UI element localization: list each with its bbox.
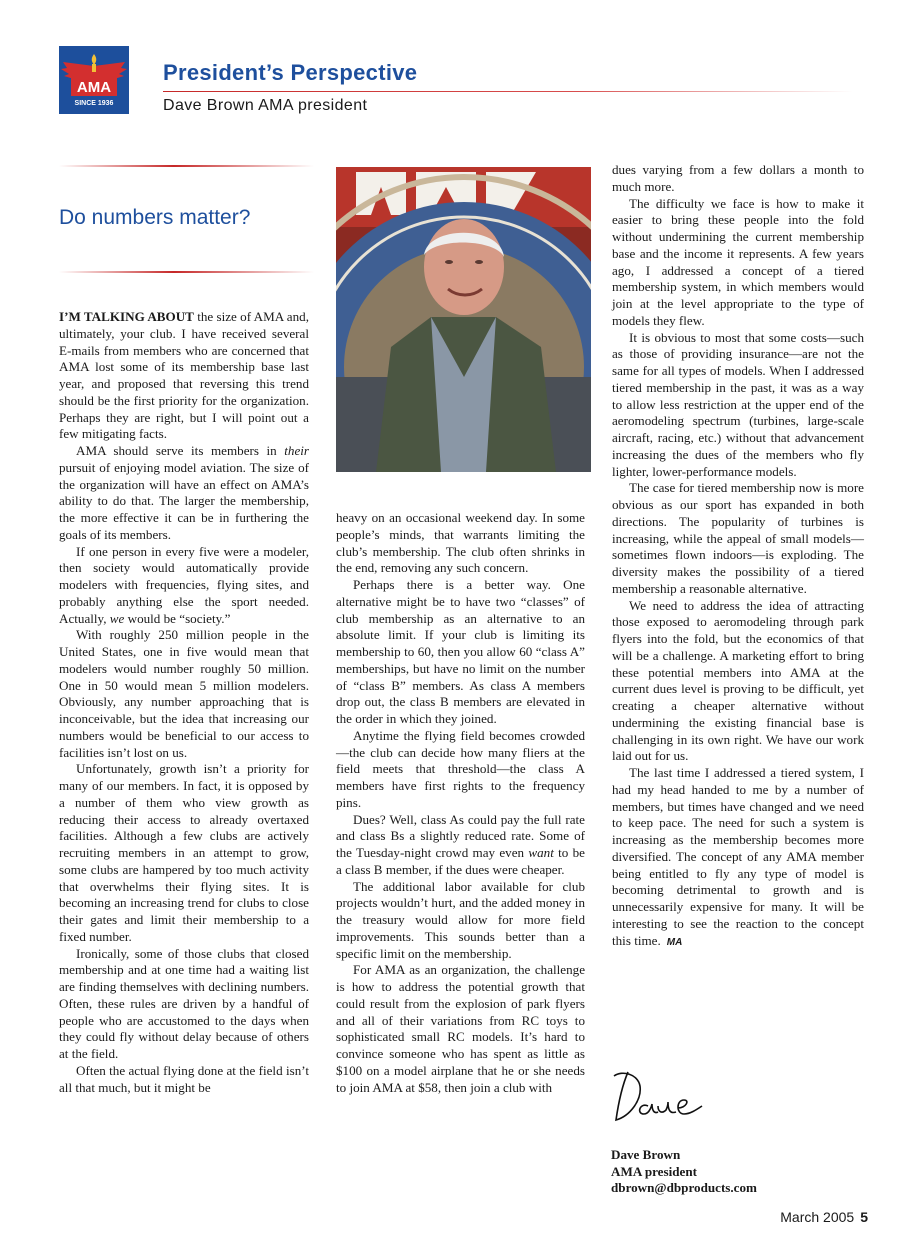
article-headline: Do numbers matter?: [59, 206, 251, 229]
author-email[interactable]: dbrown@dbproducts.com: [611, 1180, 757, 1195]
paragraph: With roughly 250 million people in the United States, one in five would mean that modelers would number roughly 50 million. One in 50 would mean 5 million modelers. Obviously, any number approaching that is inconceivable, but the idea that increasing our numbers would be beneficial to our access to facilities isn’t lost on us.: [59, 627, 309, 760]
section-title: President’s Perspective: [163, 60, 418, 85]
author-name: Dave Brown: [611, 1147, 681, 1162]
ama-wings-icon: [59, 46, 129, 114]
logo-since: SINCE 1936: [74, 100, 114, 107]
paragraph: Anytime the flying field becomes crowded—the club can decide how many fliers at the field meets that threshold—the class A members have first rights to the frequency pins.: [336, 727, 585, 810]
paragraph: Often the actual flying done at the field isn’t all that much, but it might be: [59, 1062, 309, 1095]
column-1: [59, 309, 309, 1096]
paragraph: dues varying from a few dollars a month to much more.: [612, 162, 864, 194]
paragraph: I’M TALKING ABOUT the size of AMA and, ultimately, your club. I have received several E-mails from members who are concerned that AMA lost some of its membership base last year, and proposed that reversing this trend should be the first priority for the organization. Perhaps they are right, but I will point out a few mitigating facts.: [59, 309, 309, 442]
paragraph: The difficulty we face is how to make it easier to bring these people into the fold without undermining the current membership base and the income it represents. A few years ago, I addressed a concept of a tiered membership system, in which members would join at the level appropriate to the type of models they flew.: [612, 195, 864, 328]
page-footer: [780, 1209, 868, 1225]
logo-text: AMA: [76, 79, 112, 96]
paragraph: Perhaps there is a better way. One alternative might be to have two “classes” of club membership as an alternative to an absolute limit. If your club is limiting its membership to 60, then you allow 60 “class A” memberships, but have no limit on the number of “class B” members. As class A members drop out, the class B members are elevated in the order in which they joined.: [336, 577, 585, 726]
headline-rule-top: [59, 165, 314, 167]
section-subtitle: Dave Brown AMA president: [163, 97, 368, 114]
column-3: [612, 162, 864, 951]
page-number: 5: [860, 1209, 868, 1225]
paragraph: It is obvious to most that some costs—such as those of providing insurance—are not the same for all types of models. When I addressed tiered membership in the past, it was as a way to allow less restriction at the upper end of the aeromodeling spectrum (turbines, large-scale aircraft, racing, etc.) without that advancement increasing the dues of the members who fly lighter, lower-performance models.: [612, 329, 864, 479]
end-mark: MA: [666, 936, 683, 948]
paragraph: If one person in every five were a modeler, then society would automatically provide modelers with frequencies, flying sites, and probably anything else the sport needed. Actually, we would be “society.”: [59, 543, 309, 626]
paragraph: The additional labor available for club projects wouldn’t hurt, and the added money in the treasury would allow for more field improvements. This sounds better than a specific limit on the membership.: [336, 878, 585, 961]
president-photo: [336, 167, 591, 472]
ama-logo: [59, 46, 129, 114]
paragraph: Ironically, some of those clubs that closed membership and at one time had a waiting list are finding themselves with declining numbers. Often, these rules are driven by a handful of people who are accustomed to the days when they could fly without delay because of others at the field.: [59, 945, 309, 1061]
paragraph: heavy on an occasional weekend day. In some people’s minds, that warrants limiting the club’s membership. The club often shrinks in the end, removing any such concern.: [336, 510, 585, 576]
paragraph: We need to address the idea of attracting those exposed to aeromodeling through park flyers into the fold, but the economics of that will be a challenge. A marketing effort to bring these potential members into AMA at the current dues level is proving to be difficult, yet creating a cheaper alternative without undermining the existing financial base is challenging in its own right. We have our work laid out for us.: [612, 597, 864, 764]
handwritten-signature: [610, 1066, 710, 1128]
paragraph: The last time I addressed a tiered system, I had my head handed to me by a number of members, but times have changed and we need to keep pace. The need for such a system is increasing as the membership becomes more diversified. The concept of any AMA member being entitled to fly any type of model is becoming detrimental to growth and is unnecessarily expensive for many. It will be interesting to see the reaction to the concept this time. MA: [612, 765, 864, 948]
author-title: AMA president: [611, 1163, 697, 1179]
paragraph: For AMA as an organization, the challenge is how to address the potential growth that could result from the explosion of park flyers and all of their variations from RC toys to sophisticated small RC models. It’s hard to convince someone who has spent as little as $100 on a model airplane that he or she needs to join AMA at $58, then join a club with: [336, 962, 585, 1095]
paragraph: Dues? Well, class As could pay the full rate and class Bs a slightly reduced rate. Some of the Tuesday-night crowd may even want to be a class B member, if the dues were cheaper.: [336, 811, 585, 877]
paragraph: AMA should serve its members in their pursuit of enjoying model aviation. The size of the organization will have an effect on AMA’s ability to do that. The larger the membership, the more effective it can be in furthering the goals of its members.: [59, 443, 309, 542]
header-rule: [163, 91, 853, 92]
headline-rule-bottom: [59, 271, 314, 273]
column-2: [336, 510, 585, 1096]
paragraph: The case for tiered membership now is more obvious as our sport has expanded in both directions. The popularity of turbines is increasing, while the appeal of small models—sometimes flown indoors—is exploding. The diversity makes the possibility of a tiered membership a reasonable alternative.: [612, 480, 864, 596]
issue-date: March 2005: [780, 1209, 855, 1225]
paragraph: Unfortunately, growth isn’t a priority for many of our members. In fact, it is opposed by a number of them who view growth as reducing their access to already overtaxed facilities. Although a few clubs are actively recruiting members in an attempt to grow, some clubs are hampered by too much activity that overwhelms their flying sites. It is becoming an increasing trend for clubs to close their gates and limit their membership to a fixed number.: [59, 761, 309, 944]
author-byline: [611, 1147, 757, 1197]
lead-in: I’M TALKING ABOUT: [59, 309, 194, 324]
